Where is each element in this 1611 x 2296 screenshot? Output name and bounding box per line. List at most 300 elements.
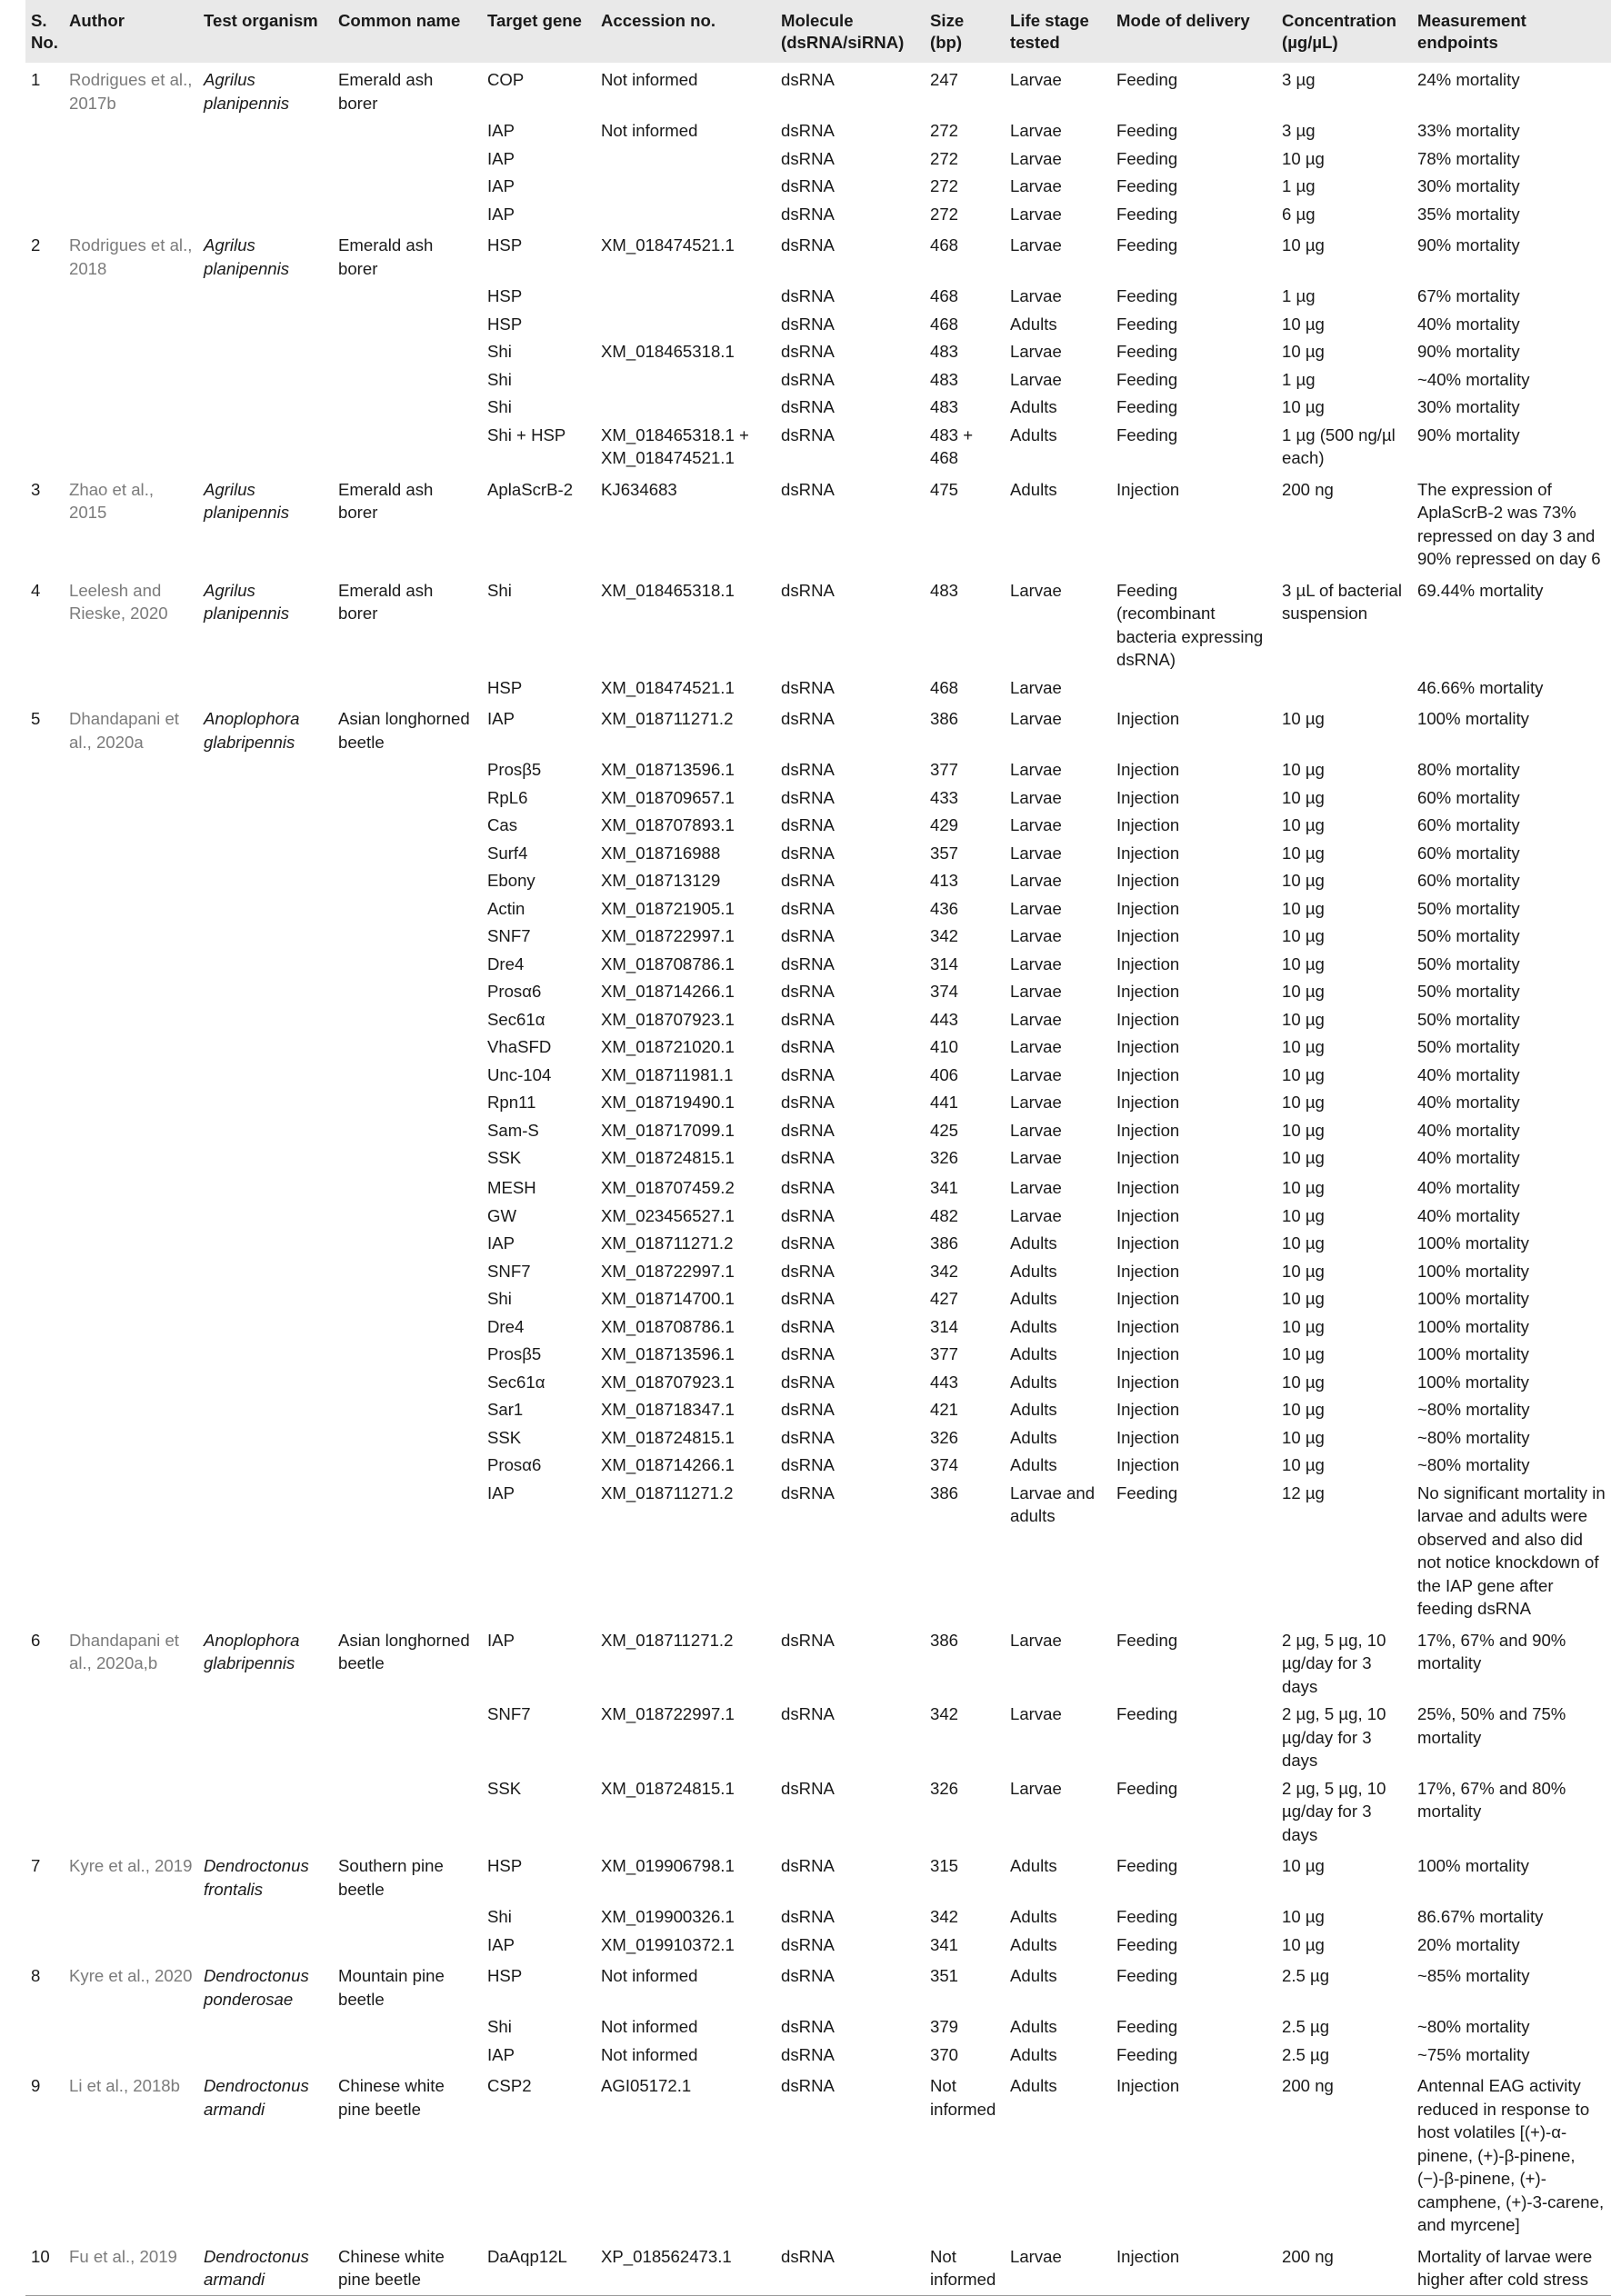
cell-accession: Not informed	[601, 2044, 698, 2064]
cell-organism	[198, 1144, 333, 1174]
cell-concentration: 10 µg	[1282, 1427, 1325, 1447]
cell-organism: Agrilus planipennis	[204, 580, 290, 623]
cell-organism	[198, 867, 333, 895]
cell-author	[64, 978, 198, 1006]
cell-molecule: dsRNA	[781, 1178, 835, 1197]
cell-delivery: Injection	[1111, 2240, 1276, 2296]
cell-sno	[25, 2041, 64, 2070]
cell-life-stage: Larvae	[1010, 871, 1062, 890]
cell-author	[64, 1285, 198, 1313]
cell-life-stage: Larvae	[1010, 1037, 1062, 1056]
cell-size: 443	[930, 1009, 959, 1029]
cell-author: Dhandapani et al., 2020a	[69, 709, 179, 752]
cell-sno: 5	[31, 709, 41, 728]
cell-common-name	[333, 311, 482, 339]
cell-life-stage: Larvae	[1010, 1093, 1062, 1112]
cell-accession: KJ634683	[601, 479, 677, 499]
cell-organism	[198, 1932, 333, 1960]
cell-life-stage: Larvae	[1010, 843, 1062, 863]
cell-delivery: Injection	[1116, 898, 1180, 918]
cell-size: 370	[930, 2044, 959, 2064]
table-row	[25, 1258, 1611, 1286]
cell-molecule: dsRNA	[781, 871, 835, 890]
cell-molecule: dsRNA	[781, 1427, 835, 1447]
cell-target-gene: SNF7	[487, 1261, 531, 1281]
dsrna-table	[25, 0, 1611, 2296]
cell-target-gene: SSK	[487, 1427, 522, 1447]
cell-accession	[595, 283, 775, 311]
cell-organism	[198, 1313, 333, 1342]
cell-target-gene: Shi	[487, 342, 512, 361]
cell-common-name	[333, 1396, 482, 1424]
cell-organism	[198, 784, 333, 813]
cell-accession: XM_018711271.2	[601, 1630, 734, 1650]
cell-author: Rodrigues et al., 2018	[69, 235, 193, 278]
cell-endpoints: 90% mortality	[1417, 235, 1520, 255]
cell-accession: XM_018722997.1	[601, 1704, 735, 1723]
cell-author	[64, 1089, 198, 1117]
cell-endpoints: ~80% mortality	[1417, 1455, 1530, 1474]
cell-delivery: Feeding	[1116, 1704, 1178, 1723]
cell-delivery	[1111, 674, 1276, 703]
cell-accession: XM_018714266.1	[601, 1455, 735, 1474]
table-row	[25, 1313, 1611, 1342]
cell-common-name	[333, 1230, 482, 1258]
cell-author	[64, 311, 198, 339]
table-row	[25, 2240, 1611, 2296]
cell-organism	[198, 1174, 333, 1203]
cell-molecule: dsRNA	[775, 2240, 925, 2296]
cell-author	[64, 201, 198, 229]
cell-delivery: Injection	[1116, 2076, 1180, 2095]
cell-sno	[25, 145, 64, 174]
cell-molecule: dsRNA	[781, 677, 835, 697]
column-header: Test organism	[204, 11, 318, 30]
cell-delivery: Injection	[1116, 1093, 1180, 1112]
cell-common-name	[333, 366, 482, 394]
column-header: Concentration (µg/µL)	[1282, 11, 1397, 52]
cell-organism	[198, 840, 333, 868]
cell-endpoints: 78% mortality	[1417, 148, 1520, 168]
cell-accession: XM_018714700.1	[601, 1289, 735, 1308]
cell-concentration: 10 µg	[1282, 898, 1325, 918]
cell-common-name: Emerald ash borer	[338, 580, 434, 623]
cell-molecule: dsRNA	[781, 580, 835, 600]
cell-life-stage: Larvae	[1005, 2240, 1111, 2296]
cell-size: 386	[930, 1482, 959, 1502]
cell-target-gene: IAP	[487, 2044, 515, 2064]
cell-endpoints: 50% mortality	[1417, 926, 1520, 945]
cell-life-stage: Adults	[1010, 1907, 1057, 1926]
cell-common-name	[333, 338, 482, 366]
cell-target-gene: IAP	[487, 1630, 515, 1650]
cell-concentration: 1 µg	[1282, 176, 1316, 195]
cell-sno	[25, 1203, 64, 1231]
cell-accession: XM_019906798.1	[601, 1856, 735, 1875]
table-row	[25, 1174, 1611, 1203]
cell-life-stage: Adults	[1010, 2076, 1057, 2095]
cell-size: 468	[930, 235, 959, 255]
table-body	[25, 63, 1611, 2295]
cell-author	[64, 366, 198, 394]
cell-life-stage: Larvae	[1010, 286, 1062, 305]
cell-concentration: 10 µg	[1282, 1178, 1325, 1197]
cell-life-stage: Larvae	[1010, 121, 1062, 140]
cell-concentration: 10 µg	[1282, 1233, 1325, 1253]
cell-sno: 7	[31, 1856, 41, 1875]
cell-common-name: Mountain pine beetle	[338, 1966, 445, 2009]
cell-sno	[25, 1062, 64, 1090]
cell-molecule: dsRNA	[781, 760, 835, 779]
cell-accession: XM_018714266.1	[601, 982, 735, 1001]
cell-accession: XM_018713596.1	[601, 760, 735, 779]
cell-delivery: Injection	[1116, 1205, 1180, 1225]
cell-author	[64, 1203, 198, 1231]
cell-life-stage: Larvae	[1010, 787, 1062, 807]
cell-concentration: 10 µg	[1282, 982, 1325, 1001]
cell-target-gene: IAP	[487, 148, 515, 168]
cell-size: 377	[930, 1344, 959, 1363]
cell-molecule: dsRNA	[781, 1037, 835, 1056]
cell-molecule: dsRNA	[781, 479, 835, 499]
cell-target-gene: Dre4	[487, 1316, 525, 1336]
cell-life-stage: Larvae	[1010, 1009, 1062, 1029]
cell-molecule: dsRNA	[781, 815, 835, 834]
cell-target-gene: SSK	[487, 1148, 522, 1167]
cell-molecule: dsRNA	[781, 1093, 835, 1112]
cell-organism	[198, 1341, 333, 1369]
cell-organism	[198, 1775, 333, 1850]
cell-target-gene: HSP	[487, 1966, 523, 1985]
table-row	[25, 311, 1611, 339]
cell-delivery: Feeding	[1116, 314, 1178, 334]
cell-size: 483 + 468	[930, 424, 974, 467]
cell-sno	[25, 1932, 64, 1960]
cell-size: 433	[930, 787, 959, 807]
cell-author	[64, 1396, 198, 1424]
table-row	[25, 812, 1611, 840]
cell-organism	[198, 173, 333, 201]
cell-endpoints: 25%, 50% and 75% mortality	[1417, 1704, 1566, 1747]
cell-delivery: Injection	[1116, 982, 1180, 1001]
cell-molecule: dsRNA	[781, 369, 835, 389]
table-row	[25, 201, 1611, 229]
cell-common-name	[333, 1903, 482, 1932]
cell-concentration: 3 µg	[1282, 121, 1316, 140]
cell-life-stage: Larvae	[1010, 815, 1062, 834]
cell-endpoints: 40% mortality	[1417, 1205, 1520, 1225]
cell-sno	[25, 812, 64, 840]
cell-size: 247	[930, 70, 959, 89]
cell-molecule: dsRNA	[781, 2017, 835, 2036]
cell-sno	[25, 951, 64, 979]
cell-common-name: Asian longhorned beetle	[338, 709, 470, 752]
cell-size: 342	[930, 926, 959, 945]
cell-delivery: Injection	[1116, 709, 1180, 728]
cell-author: Li et al., 2018b	[69, 2076, 180, 2095]
cell-concentration: 10 µg	[1282, 397, 1325, 416]
cell-endpoints: 30% mortality	[1417, 176, 1520, 195]
cell-molecule: dsRNA	[781, 148, 835, 168]
column-header: S. No.	[31, 11, 58, 52]
cell-author	[64, 394, 198, 422]
cell-accession: XM_018713129	[601, 871, 721, 890]
table-row	[25, 923, 1611, 951]
cell-endpoints: 40% mortality	[1417, 1064, 1520, 1084]
cell-organism: Agrilus planipennis	[204, 70, 290, 113]
cell-size: 379	[930, 2017, 959, 2036]
cell-sno	[25, 338, 64, 366]
cell-organism	[198, 1424, 333, 1452]
cell-concentration: 10 µg	[1282, 1856, 1325, 1875]
cell-common-name	[333, 1775, 482, 1850]
table-row	[25, 1341, 1611, 1369]
table-row	[25, 1062, 1611, 1090]
cell-life-stage: Larvae	[1010, 1064, 1062, 1084]
cell-concentration: 10 µg	[1282, 342, 1325, 361]
cell-life-stage: Larvae	[1010, 204, 1062, 224]
cell-common-name	[333, 951, 482, 979]
cell-author: Fu et al., 2019	[64, 2240, 198, 2296]
cell-accession: XM_023456527.1	[601, 1205, 735, 1225]
cell-accession: XM_018711981.1	[601, 1064, 734, 1084]
table-row	[25, 422, 1611, 473]
cell-concentration: 1 µg (500 ng/µl each)	[1282, 424, 1396, 467]
cell-life-stage: Adults	[1010, 314, 1057, 334]
cell-concentration: 10 µg	[1282, 843, 1325, 863]
cell-organism	[198, 1089, 333, 1117]
cell-author	[64, 1062, 198, 1090]
cell-target-gene: IAP	[487, 204, 515, 224]
table-row	[25, 1396, 1611, 1424]
cell-concentration: 10 µg	[1282, 953, 1325, 973]
cell-accession: XP_018562473.1	[595, 2240, 775, 2296]
cell-life-stage: Larvae	[1010, 70, 1062, 89]
cell-common-name	[333, 756, 482, 784]
cell-life-stage: Larvae	[1010, 677, 1062, 697]
cell-organism	[198, 394, 333, 422]
cell-sno: 1	[31, 70, 41, 89]
cell-organism	[198, 1903, 333, 1932]
cell-author	[64, 867, 198, 895]
cell-endpoints: ~40% mortality	[1417, 369, 1530, 389]
cell-accession: XM_019900326.1	[601, 1907, 735, 1926]
header-row	[25, 0, 1611, 63]
cell-target-gene: DaAqp12L	[482, 2240, 595, 2296]
cell-sno	[25, 1006, 64, 1034]
cell-sno	[25, 1480, 64, 1623]
table-row	[25, 63, 1611, 117]
cell-delivery: Feeding (recombinant bacteria expressing dsRNA)	[1116, 580, 1264, 669]
cell-endpoints: 60% mortality	[1417, 787, 1520, 807]
cell-size: 482	[930, 1205, 959, 1225]
cell-sno	[25, 201, 64, 229]
cell-delivery: Injection	[1116, 1261, 1180, 1281]
table-row	[25, 1203, 1611, 1231]
cell-life-stage: Adults	[1010, 1344, 1057, 1363]
cell-molecule: dsRNA	[781, 1778, 835, 1798]
table-row	[25, 1369, 1611, 1397]
cell-accession: XM_018465318.1	[601, 580, 735, 600]
cell-molecule: dsRNA	[781, 1856, 835, 1875]
cell-organism	[198, 2041, 333, 2070]
table-row	[25, 473, 1611, 574]
cell-endpoints: 80% mortality	[1417, 760, 1520, 779]
cell-common-name	[333, 201, 482, 229]
cell-concentration: 10 µg	[1282, 1120, 1325, 1140]
cell-life-stage: Larvae	[1010, 1630, 1062, 1650]
table-row	[25, 1701, 1611, 1775]
cell-target-gene: Shi + HSP	[487, 424, 566, 444]
cell-organism	[198, 1117, 333, 1145]
cell-life-stage: Larvae	[1010, 1178, 1062, 1197]
cell-size: 374	[930, 982, 959, 1001]
cell-molecule: dsRNA	[781, 926, 835, 945]
cell-target-gene: Shi	[487, 2017, 512, 2036]
cell-molecule: dsRNA	[781, 787, 835, 807]
cell-sno	[25, 674, 64, 703]
cell-target-gene: HSP	[487, 235, 523, 255]
cell-common-name	[333, 1144, 482, 1174]
table-row	[25, 2041, 1611, 2070]
cell-endpoints: 33% mortality	[1417, 121, 1520, 140]
cell-target-gene: Rpn11	[487, 1093, 536, 1112]
cell-delivery: Feeding	[1116, 397, 1178, 416]
cell-delivery: Injection	[1116, 1344, 1180, 1363]
cell-organism: Agrilus planipennis	[204, 479, 290, 522]
cell-target-gene: Unc-104	[487, 1064, 552, 1084]
cell-life-stage: Larvae	[1010, 176, 1062, 195]
cell-target-gene: Actin	[487, 898, 525, 918]
column-header: Molecule (dsRNA/siRNA)	[781, 11, 905, 52]
cell-accession: Not informed	[601, 70, 698, 89]
cell-sno	[25, 756, 64, 784]
cell-concentration: 10 µg	[1282, 1455, 1325, 1474]
table-row	[25, 1144, 1611, 1174]
cell-endpoints: 35% mortality	[1417, 204, 1520, 224]
cell-target-gene: HSP	[487, 1856, 523, 1875]
cell-target-gene: Sec61α	[487, 1372, 545, 1392]
cell-accession: AGI05172.1	[601, 2076, 692, 2095]
cell-concentration: 2.5 µg	[1282, 1966, 1330, 1985]
cell-organism	[198, 338, 333, 366]
cell-author	[64, 1903, 198, 1932]
cell-sno	[25, 1258, 64, 1286]
cell-author	[64, 117, 198, 145]
column-header: Author	[69, 11, 125, 30]
cell-delivery: Feeding	[1116, 2017, 1178, 2036]
cell-organism	[198, 2013, 333, 2041]
cell-concentration: 10 µg	[1282, 709, 1325, 728]
cell-concentration: 10 µg	[1282, 1093, 1325, 1112]
cell-size: 314	[930, 953, 959, 973]
cell-molecule: dsRNA	[781, 1064, 835, 1084]
cell-size: 272	[930, 121, 959, 140]
cell-target-gene: VhaSFD	[487, 1037, 552, 1056]
cell-common-name	[333, 895, 482, 923]
cell-accession: XM_018718347.1	[601, 1400, 735, 1419]
cell-molecule: dsRNA	[781, 1482, 835, 1502]
cell-target-gene: Ebony	[487, 871, 535, 890]
cell-molecule: dsRNA	[781, 1148, 835, 1167]
cell-delivery: Injection	[1116, 1178, 1180, 1197]
cell-life-stage: Adults	[1010, 1316, 1057, 1336]
cell-delivery: Injection	[1116, 1400, 1180, 1419]
cell-concentration: 10 µg	[1282, 148, 1325, 168]
table-row	[25, 1285, 1611, 1313]
cell-size: 429	[930, 815, 959, 834]
cell-author	[64, 1144, 198, 1174]
cell-molecule: dsRNA	[781, 953, 835, 973]
cell-concentration: 10 µg	[1282, 1372, 1325, 1392]
cell-molecule: dsRNA	[781, 1261, 835, 1281]
cell-common-name	[333, 422, 482, 473]
cell-accession: XM_018474521.1	[601, 235, 735, 255]
cell-target-gene: SSK	[487, 1778, 522, 1798]
table-row	[25, 366, 1611, 394]
cell-accession: XM_018709657.1	[601, 787, 735, 807]
cell-size: 406	[930, 1064, 959, 1084]
cell-author	[64, 923, 198, 951]
cell-sno: 8	[31, 1966, 41, 1985]
cell-size: 326	[930, 1427, 959, 1447]
cell-sno	[25, 1117, 64, 1145]
cell-target-gene: IAP	[487, 121, 515, 140]
cell-sno	[25, 1775, 64, 1850]
cell-accession: Not informed	[601, 2017, 698, 2036]
cell-life-stage: Larvae	[1010, 1704, 1062, 1723]
cell-sno	[25, 895, 64, 923]
cell-target-gene: HSP	[487, 677, 523, 697]
cell-author	[64, 1313, 198, 1342]
cell-molecule: dsRNA	[781, 314, 835, 334]
cell-delivery: Injection	[1116, 1289, 1180, 1308]
cell-common-name	[333, 394, 482, 422]
cell-size: 427	[930, 1289, 959, 1308]
cell-size: 272	[930, 176, 959, 195]
table-row	[25, 173, 1611, 201]
table-row	[25, 951, 1611, 979]
cell-molecule: dsRNA	[781, 1372, 835, 1392]
cell-endpoints: 17%, 67% and 80% mortality	[1417, 1778, 1566, 1821]
cell-size: 386	[930, 1233, 959, 1253]
cell-size: Not informed	[930, 2076, 996, 2119]
cell-organism	[198, 1452, 333, 1480]
cell-target-gene: Shi	[487, 369, 512, 389]
cell-life-stage: Larvae	[1010, 1148, 1062, 1167]
cell-author: Kyre et al., 2019	[69, 1856, 193, 1875]
cell-sno	[25, 978, 64, 1006]
cell-endpoints: 100% mortality	[1417, 1856, 1529, 1875]
cell-accession: XM_018708786.1	[601, 953, 735, 973]
table-row	[25, 145, 1611, 174]
cell-molecule: dsRNA	[781, 1120, 835, 1140]
cell-sno	[25, 366, 64, 394]
column-header: Target gene	[487, 11, 583, 30]
cell-concentration: 2.5 µg	[1282, 2044, 1330, 2064]
cell-concentration: 10 µg	[1282, 314, 1325, 334]
cell-delivery: Injection	[1116, 1037, 1180, 1056]
cell-author	[64, 1174, 198, 1203]
cell-molecule: dsRNA	[781, 1630, 835, 1650]
cell-common-name: Chinese white pine beetle	[333, 2240, 482, 2296]
cell-endpoints: 50% mortality	[1417, 953, 1520, 973]
cell-concentration: 10 µg	[1282, 787, 1325, 807]
cell-delivery: Feeding	[1116, 1778, 1178, 1798]
cell-delivery: Feeding	[1116, 204, 1178, 224]
cell-author	[64, 840, 198, 868]
cell-molecule: dsRNA	[781, 1455, 835, 1474]
